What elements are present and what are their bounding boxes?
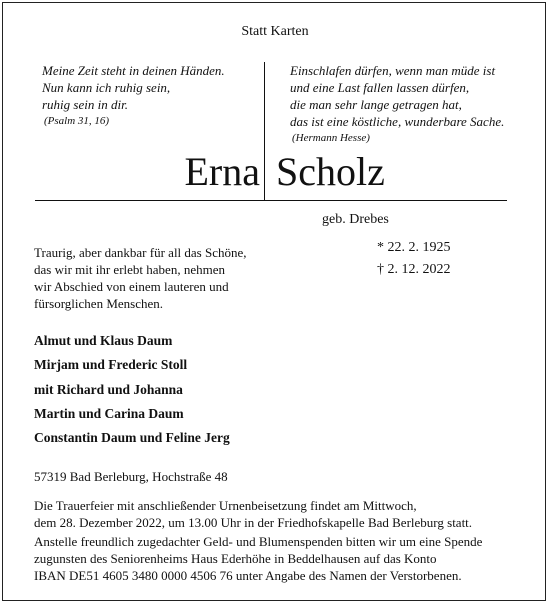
family-member: Mirjam und Frederic Stoll [34, 357, 188, 372]
funeral-line: Die Trauerfeier mit anschließender Urnenbeisetzung findet am Mittwoch, [34, 498, 417, 513]
poem-right-line: Einschlafen dürfen, wenn man müde ist [290, 63, 496, 78]
donation-info [34, 533, 482, 584]
family-member: Almut und Klaus Daum [34, 333, 173, 348]
farewell-message [34, 244, 247, 312]
donation-line: Anstelle freundlich zugedachter Geld- und Blumenspenden bitten wir um eine Spende [34, 534, 483, 549]
last-name: Scholz [276, 149, 385, 194]
donation-line: IBAN DE51 4605 3480 0000 4506 76 unter Angabe des Namen der Verstorbenen. [34, 568, 462, 583]
message-line: das wir mit ihr erlebt haben, nehmen [34, 262, 225, 277]
message-line: Traurig, aber dankbar für all das Schöne, [34, 245, 247, 260]
notice-header: Statt Karten [241, 24, 309, 39]
poem-right [290, 62, 504, 147]
donation-line: zugunsten des Seniorenheims Haus Ederhöhe in Beddelhausen auf das Konto [34, 551, 437, 566]
poem-left-line: Nun kann ich ruhig sein, [42, 80, 171, 95]
poem-right-source: (Hermann Hesse) [292, 132, 370, 144]
horizontal-divider [35, 200, 507, 201]
message-line: fürsorglichen Menschen. [34, 296, 164, 311]
funeral-info [34, 497, 472, 531]
message-line: wir Abschied von einem lauteren und [34, 279, 229, 294]
family-member: Constantin Daum und Feline Jerg [34, 430, 230, 445]
address: 57319 Bad Berleburg, Hochstraße 48 [34, 469, 228, 484]
maiden-name: geb. Drebes [322, 212, 389, 227]
first-name: Erna [184, 149, 260, 194]
death-date: † 2. 12. 2022 [377, 262, 451, 277]
vertical-divider [264, 62, 265, 200]
poem-right-line: das ist eine köstliche, wunderbare Sache. [290, 114, 505, 129]
family-member: Martin und Carina Daum [34, 406, 184, 421]
family-member: mit Richard und Johanna [34, 382, 183, 397]
poem-right-line: und eine Last fallen lassen dürfen, [290, 80, 470, 95]
poem-left-source: (Psalm 31, 16) [44, 115, 110, 127]
poem-left-line: Meine Zeit steht in deinen Händen. [42, 63, 225, 78]
birth-date: * 22. 2. 1925 [377, 240, 451, 255]
poem-right-line: die man sehr lange getragen hat, [290, 97, 462, 112]
poem-left-line: ruhig sein in dir. [42, 97, 128, 112]
poem-left [42, 62, 225, 130]
funeral-line: dem 28. Dezember 2022, um 13.00 Uhr in der Friedhofskapelle Bad Berleburg statt. [34, 515, 473, 530]
